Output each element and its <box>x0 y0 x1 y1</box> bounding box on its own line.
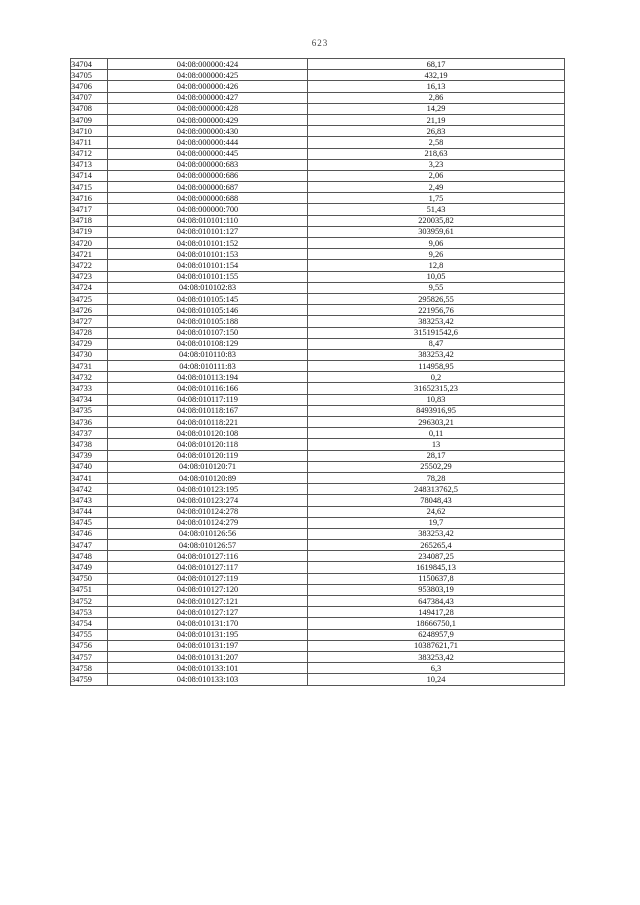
value-cell: 248313762,5 <box>308 484 565 495</box>
cadastral-number-cell: 04:08:010101:110 <box>108 215 308 226</box>
row-number-cell: 34705 <box>71 70 108 81</box>
table-row <box>71 249 565 260</box>
table-row <box>71 193 565 204</box>
value-cell: 1150637,8 <box>308 573 565 584</box>
cadastral-number-cell: 04:08:000000:445 <box>108 148 308 159</box>
row-number-cell: 34746 <box>71 528 108 539</box>
row-number-cell: 34733 <box>71 383 108 394</box>
cadastral-number-cell: 04:08:010101:153 <box>108 249 308 260</box>
table-row <box>71 92 565 103</box>
row-number-cell: 34729 <box>71 338 108 349</box>
row-number-cell: 34714 <box>71 170 108 181</box>
row-number-cell: 34713 <box>71 159 108 170</box>
table-row <box>71 417 565 428</box>
cadastral-number-cell: 04:08:010131:195 <box>108 629 308 640</box>
row-number-cell: 34743 <box>71 495 108 506</box>
table-row <box>71 528 565 539</box>
cadastral-number-cell: 04:08:010120:89 <box>108 472 308 483</box>
cadastral-number-cell: 04:08:010133:103 <box>108 674 308 685</box>
value-cell: 8493916,95 <box>308 405 565 416</box>
cadastral-number-cell: 04:08:010101:152 <box>108 238 308 249</box>
table-row <box>71 103 565 114</box>
cadastral-number-cell: 04:08:000000:687 <box>108 182 308 193</box>
table-row <box>71 293 565 304</box>
table-row <box>71 663 565 674</box>
value-cell: 19,7 <box>308 517 565 528</box>
cadastral-number-cell: 04:08:010108:129 <box>108 338 308 349</box>
value-cell: 114958,95 <box>308 361 565 372</box>
cadastral-number-cell: 04:08:010124:279 <box>108 517 308 528</box>
table-row <box>71 361 565 372</box>
value-cell: 383253,42 <box>308 349 565 360</box>
cadastral-number-cell: 04:08:000000:683 <box>108 159 308 170</box>
row-number-cell: 34752 <box>71 596 108 607</box>
value-cell: 9,26 <box>308 249 565 260</box>
value-cell: 14,29 <box>308 103 565 114</box>
value-cell: 10,05 <box>308 271 565 282</box>
cadastral-number-cell: 04:08:010124:278 <box>108 506 308 517</box>
row-number-cell: 34753 <box>71 607 108 618</box>
row-number-cell: 34706 <box>71 81 108 92</box>
row-number-cell: 34718 <box>71 215 108 226</box>
cadastral-number-cell: 04:08:010127:121 <box>108 596 308 607</box>
cadastral-number-cell: 04:08:000000:426 <box>108 81 308 92</box>
cadastral-number-cell: 04:08:010105:145 <box>108 293 308 304</box>
cadastral-number-cell: 04:08:010127:117 <box>108 562 308 573</box>
row-number-cell: 34710 <box>71 126 108 137</box>
row-number-cell: 34739 <box>71 450 108 461</box>
row-number-cell: 34704 <box>71 59 108 70</box>
cadastral-number-cell: 04:08:010118:167 <box>108 405 308 416</box>
value-cell: 383253,42 <box>308 651 565 662</box>
table-row <box>71 640 565 651</box>
value-cell: 24,62 <box>308 506 565 517</box>
value-cell: 6248957,9 <box>308 629 565 640</box>
value-cell: 3,23 <box>308 159 565 170</box>
table-row <box>71 204 565 215</box>
cadastral-number-cell: 04:08:010131:207 <box>108 651 308 662</box>
cadastral-number-cell: 04:08:000000:428 <box>108 103 308 114</box>
row-number-cell: 34737 <box>71 428 108 439</box>
row-number-cell: 34751 <box>71 584 108 595</box>
cadastral-number-cell: 04:08:000000:429 <box>108 114 308 125</box>
value-cell: 296303,21 <box>308 417 565 428</box>
table-row <box>71 305 565 316</box>
table-row <box>71 238 565 249</box>
value-cell: 265265,4 <box>308 540 565 551</box>
value-cell: 218,63 <box>308 148 565 159</box>
table-row <box>71 126 565 137</box>
cadastral-number-cell: 04:08:010116:166 <box>108 383 308 394</box>
cadastral-number-cell: 04:08:010102:83 <box>108 282 308 293</box>
row-number-cell: 34717 <box>71 204 108 215</box>
table-row <box>71 338 565 349</box>
row-number-cell: 34755 <box>71 629 108 640</box>
row-number-cell: 34722 <box>71 260 108 271</box>
row-number-cell: 34716 <box>71 193 108 204</box>
value-cell: 10,83 <box>308 394 565 405</box>
value-cell: 6,3 <box>308 663 565 674</box>
table-row <box>71 562 565 573</box>
value-cell: 2,49 <box>308 182 565 193</box>
table-row <box>71 316 565 327</box>
row-number-cell: 34711 <box>71 137 108 148</box>
value-cell: 315191542,6 <box>308 327 565 338</box>
value-cell: 12,8 <box>308 260 565 271</box>
row-number-cell: 34712 <box>71 148 108 159</box>
table-row <box>71 618 565 629</box>
table-row <box>71 349 565 360</box>
registry-table <box>70 58 565 686</box>
row-number-cell: 34747 <box>71 540 108 551</box>
table-row <box>71 428 565 439</box>
value-cell: 26,83 <box>308 126 565 137</box>
cadastral-number-cell: 04:08:010120:119 <box>108 450 308 461</box>
row-number-cell: 34756 <box>71 640 108 651</box>
table-row <box>71 226 565 237</box>
table-row <box>71 596 565 607</box>
value-cell: 432,19 <box>308 70 565 81</box>
cadastral-number-cell: 04:08:010123:274 <box>108 495 308 506</box>
value-cell: 25502,29 <box>308 461 565 472</box>
value-cell: 78,28 <box>308 472 565 483</box>
cadastral-number-cell: 04:08:000000:700 <box>108 204 308 215</box>
value-cell: 8,47 <box>308 338 565 349</box>
value-cell: 13 <box>308 439 565 450</box>
row-number-cell: 34734 <box>71 394 108 405</box>
cadastral-number-cell: 04:08:010127:127 <box>108 607 308 618</box>
cadastral-number-cell: 04:08:010101:127 <box>108 226 308 237</box>
row-number-cell: 34730 <box>71 349 108 360</box>
table-row <box>71 148 565 159</box>
cadastral-number-cell: 04:08:010127:120 <box>108 584 308 595</box>
row-number-cell: 34707 <box>71 92 108 103</box>
row-number-cell: 34724 <box>71 282 108 293</box>
value-cell: 68,17 <box>308 59 565 70</box>
value-cell: 10387621,71 <box>308 640 565 651</box>
row-number-cell: 34720 <box>71 238 108 249</box>
row-number-cell: 34744 <box>71 506 108 517</box>
table-row <box>71 674 565 685</box>
cadastral-number-cell: 04:08:010131:197 <box>108 640 308 651</box>
cadastral-number-cell: 04:08:010111:83 <box>108 361 308 372</box>
table-row <box>71 495 565 506</box>
table-row <box>71 59 565 70</box>
value-cell: 953803,19 <box>308 584 565 595</box>
row-number-cell: 34748 <box>71 551 108 562</box>
row-number-cell: 34742 <box>71 484 108 495</box>
cadastral-number-cell: 04:08:000000:430 <box>108 126 308 137</box>
value-cell: 51,43 <box>308 204 565 215</box>
row-number-cell: 34728 <box>71 327 108 338</box>
table-row <box>71 215 565 226</box>
cadastral-number-cell: 04:08:010133:101 <box>108 663 308 674</box>
cadastral-number-cell: 04:08:010101:154 <box>108 260 308 271</box>
cadastral-number-cell: 04:08:010131:170 <box>108 618 308 629</box>
value-cell: 0,2 <box>308 372 565 383</box>
row-number-cell: 34754 <box>71 618 108 629</box>
cadastral-number-cell: 04:08:010127:119 <box>108 573 308 584</box>
table-row <box>71 439 565 450</box>
table-row <box>71 372 565 383</box>
row-number-cell: 34721 <box>71 249 108 260</box>
table-row <box>71 629 565 640</box>
row-number-cell: 34740 <box>71 461 108 472</box>
value-cell: 9,06 <box>308 238 565 249</box>
table-row <box>71 506 565 517</box>
cadastral-number-cell: 04:08:000000:688 <box>108 193 308 204</box>
value-cell: 234087,25 <box>308 551 565 562</box>
registry-table-body <box>71 59 565 686</box>
row-number-cell: 34735 <box>71 405 108 416</box>
row-number-cell: 34723 <box>71 271 108 282</box>
table-row <box>71 260 565 271</box>
row-number-cell: 34719 <box>71 226 108 237</box>
cadastral-number-cell: 04:08:000000:424 <box>108 59 308 70</box>
value-cell: 18666750,1 <box>308 618 565 629</box>
table-row <box>71 540 565 551</box>
row-number-cell: 34758 <box>71 663 108 674</box>
cadastral-number-cell: 04:08:010117:119 <box>108 394 308 405</box>
value-cell: 1,75 <box>308 193 565 204</box>
table-row <box>71 517 565 528</box>
row-number-cell: 34749 <box>71 562 108 573</box>
value-cell: 220035,82 <box>308 215 565 226</box>
value-cell: 2,58 <box>308 137 565 148</box>
cadastral-number-cell: 04:08:000000:444 <box>108 137 308 148</box>
row-number-cell: 34757 <box>71 651 108 662</box>
value-cell: 383253,42 <box>308 528 565 539</box>
cadastral-number-cell: 04:08:010126:57 <box>108 540 308 551</box>
table-row <box>71 450 565 461</box>
table-row <box>71 114 565 125</box>
table-row <box>71 573 565 584</box>
cadastral-number-cell: 04:08:000000:425 <box>108 70 308 81</box>
value-cell: 383253,42 <box>308 316 565 327</box>
value-cell: 221956,76 <box>308 305 565 316</box>
value-cell: 10,24 <box>308 674 565 685</box>
cadastral-number-cell: 04:08:000000:427 <box>108 92 308 103</box>
row-number-cell: 34750 <box>71 573 108 584</box>
table-row <box>71 182 565 193</box>
cadastral-number-cell: 04:08:010120:108 <box>108 428 308 439</box>
cadastral-number-cell: 04:08:010118:221 <box>108 417 308 428</box>
page-number: 623 <box>311 38 329 48</box>
row-number-cell: 34741 <box>71 472 108 483</box>
value-cell: 16,13 <box>308 81 565 92</box>
table-row <box>71 394 565 405</box>
table-row <box>71 484 565 495</box>
row-number-cell: 34731 <box>71 361 108 372</box>
table-row <box>71 159 565 170</box>
row-number-cell: 34745 <box>71 517 108 528</box>
cadastral-number-cell: 04:08:010105:146 <box>108 305 308 316</box>
table-row <box>71 472 565 483</box>
row-number-cell: 34732 <box>71 372 108 383</box>
cadastral-number-cell: 04:08:010105:188 <box>108 316 308 327</box>
value-cell: 9,55 <box>308 282 565 293</box>
table-row <box>71 405 565 416</box>
row-number-cell: 34715 <box>71 182 108 193</box>
row-number-cell: 34709 <box>71 114 108 125</box>
value-cell: 149417,28 <box>308 607 565 618</box>
cadastral-number-cell: 04:08:010126:56 <box>108 528 308 539</box>
table-row <box>71 327 565 338</box>
value-cell: 2,06 <box>308 170 565 181</box>
row-number-cell: 34725 <box>71 293 108 304</box>
table-row <box>71 584 565 595</box>
row-number-cell: 34736 <box>71 417 108 428</box>
cadastral-number-cell: 04:08:010127:116 <box>108 551 308 562</box>
cadastral-number-cell: 04:08:010120:71 <box>108 461 308 472</box>
value-cell: 295826,55 <box>308 293 565 304</box>
value-cell: 0,11 <box>308 428 565 439</box>
value-cell: 21,19 <box>308 114 565 125</box>
table-row <box>71 651 565 662</box>
table-row <box>71 461 565 472</box>
value-cell: 1619845,13 <box>308 562 565 573</box>
cadastral-number-cell: 04:08:010123:195 <box>108 484 308 495</box>
table-row <box>71 70 565 81</box>
cadastral-number-cell: 04:08:010110:83 <box>108 349 308 360</box>
cadastral-number-cell: 04:08:000000:686 <box>108 170 308 181</box>
cadastral-number-cell: 04:08:010120:118 <box>108 439 308 450</box>
cadastral-number-cell: 04:08:010107:150 <box>108 327 308 338</box>
value-cell: 28,17 <box>308 450 565 461</box>
row-number-cell: 34738 <box>71 439 108 450</box>
value-cell: 78048,43 <box>308 495 565 506</box>
cadastral-number-cell: 04:08:010101:155 <box>108 271 308 282</box>
value-cell: 31652315,23 <box>308 383 565 394</box>
table-row <box>71 170 565 181</box>
table-row <box>71 282 565 293</box>
table-row <box>71 81 565 92</box>
table-row <box>71 551 565 562</box>
value-cell: 647384,43 <box>308 596 565 607</box>
table-row <box>71 271 565 282</box>
row-number-cell: 34727 <box>71 316 108 327</box>
table-row <box>71 137 565 148</box>
table-row <box>71 607 565 618</box>
row-number-cell: 34726 <box>71 305 108 316</box>
value-cell: 303959,61 <box>308 226 565 237</box>
value-cell: 2,86 <box>308 92 565 103</box>
table-row <box>71 383 565 394</box>
cadastral-number-cell: 04:08:010113:194 <box>108 372 308 383</box>
row-number-cell: 34708 <box>71 103 108 114</box>
row-number-cell: 34759 <box>71 674 108 685</box>
